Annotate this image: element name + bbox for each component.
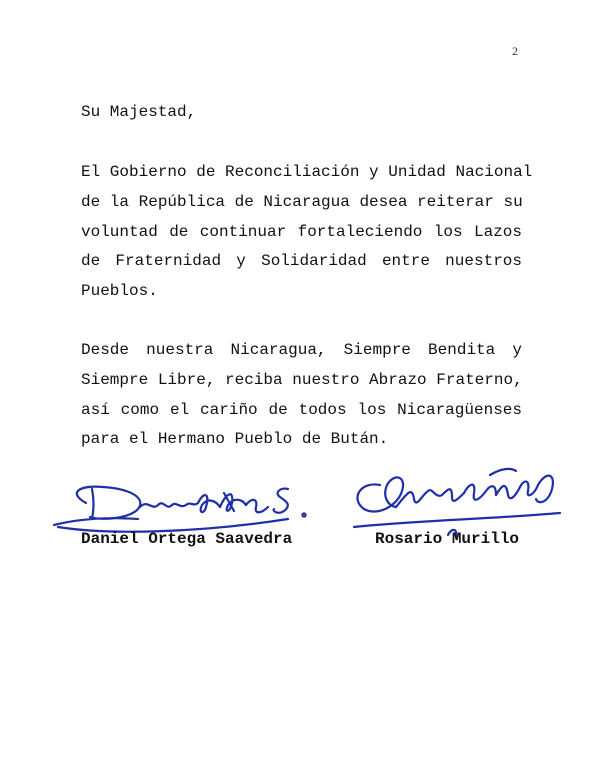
- signatory-name-right: Rosario Murillo: [375, 530, 520, 548]
- paragraph-2-line: Desde nuestra Nicaragua, Siempre Bendita y: [81, 341, 522, 359]
- salutation: Su Majestad,: [81, 103, 197, 121]
- paragraph-2-line: para el Hermano Pueblo de Bután.: [81, 430, 389, 449]
- paragraph-2-line: así como el cariño de todos los Nicaragüenses: [81, 400, 522, 419]
- paragraph-1-line: de la República de Nicaragua desea reiterar su: [81, 192, 523, 211]
- signatory-name-left: Daniel Ortega Saavedra: [81, 530, 293, 548]
- paragraph-1: [81, 158, 533, 307]
- paragraph-1-line: de Fraternidad y Solidaridad entre nuestros: [81, 252, 522, 271]
- page-number: 2: [512, 44, 518, 58]
- signature-block: [0, 455, 601, 565]
- paragraph-2-line: Siempre Libre, reciba nuestro Abrazo Fraterno,: [81, 370, 523, 389]
- paragraph-1-line: El Gobierno de Reconciliación y Unidad Nacional: [81, 163, 533, 181]
- paragraph-2: [81, 336, 522, 455]
- paragraph-1-line: Pueblos.: [81, 282, 158, 301]
- paragraph-1-line: voluntad de continuar fortaleciendo los Lazos: [81, 222, 522, 241]
